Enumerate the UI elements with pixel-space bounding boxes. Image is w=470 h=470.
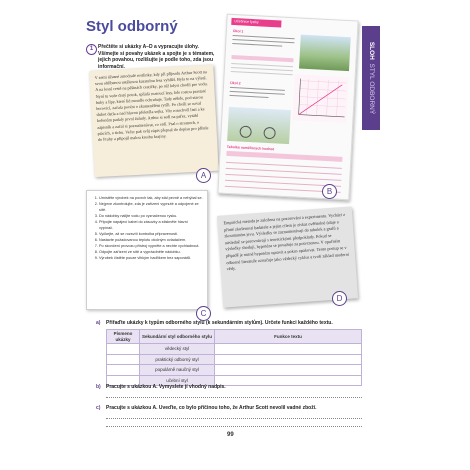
assignment-table [106, 329, 362, 386]
wheel-icon [239, 126, 252, 139]
chapter-sidebar [362, 26, 380, 130]
instruction-item: 3. Do nádobky nalijte vodu po vyznačenou rysku. [99, 213, 203, 219]
style-cell: učební styl [140, 375, 215, 386]
textbook-small-table [230, 55, 293, 80]
answer-line[interactable] [106, 411, 362, 419]
instruction-item: 5. Vyčkejte, až se rozsvítí kontrolka připravenosti. [99, 231, 203, 237]
letter-input-cell[interactable] [107, 344, 140, 355]
sample-text-d-body: Empirická metoda je založena na pozorování a experimentu. Vychází z přímé zkušenosti badatele a jejím cílem je získat ověřitelné údaje o zkoumaném jevu. Výsledky se zaznamenávají do tabulek a grafů a následně se porovnávají s teoretickými předpoklady. Pokud se výsledky shodují, hypotéza se považuje za potvrzenou. V opačném případě je nutné hypotézu upravit a pokus opakovat. Tento postup se v odborné literatuře označuje jako vědecký cyklus a tvoří základ moderní vědy. [223, 211, 350, 272]
textbook-section-2: Úkol 2 [230, 80, 241, 86]
task-number-badge: 1 [86, 44, 97, 55]
sample-text-a [89, 65, 218, 177]
textbook-lines-2 [229, 87, 285, 104]
function-input-cell[interactable] [215, 354, 362, 365]
textbook-header-label: Učebnice fyziky [234, 19, 259, 25]
line-graph [292, 74, 348, 123]
sample-label-c: C [196, 306, 211, 321]
letter-input-cell[interactable] [107, 354, 140, 365]
page-title: Styl odborný [86, 18, 178, 35]
subtask-a-letter: a) [96, 320, 101, 326]
page-number: 99 [227, 432, 234, 438]
instruction-item: 7. Po skončení provozu přístroj vypněte a nechte vychladnout. [99, 243, 203, 249]
sample-label-d: D [332, 291, 347, 306]
instruction-item: 6. Nastavte požadovanou teplotu otočným ovladačem. [99, 237, 203, 243]
sample-label-a: A [196, 168, 211, 183]
table-header: Písmeno ukázky [107, 330, 140, 344]
table-row [107, 344, 362, 355]
sample-label-b: B [322, 184, 337, 199]
letter-input-cell[interactable] [107, 365, 140, 376]
table-row [107, 354, 362, 365]
instruction-item: 1. Umístěte výrobek na povrch tak, aby stál pevně a nehýbal se. [99, 195, 203, 201]
function-input-cell[interactable] [215, 344, 362, 355]
instruction-item: 8. Odpojte zařízení ze sítě a vyprázdněte nádobku. [99, 249, 203, 255]
sample-text-a-body: V zemi úžasné zmodralé rostlinky, kdy při příjezdu Arthur Scott na svou oblíbenou ustálenou kazatelnu lesa vyhlíží. Byla to na výletě. A na lesní cestě na pěšinách cestičky, po níž kdysi chodil pro vodu. Nyní tu vede čistý potok, spřádá roztoucí lesy, kde rostou prastaré buky a lípy, které lid moudře ochraňuje. Tady někde, pod starou borovicí, začala pověst o zkamenělém rytíři. Po chvíli se ozval tlukot datla a nad hlavou přeletěla sojka. Vítr rozechvěl listí a ke kořenům padaly první žaludy. Arthur si sedl na pařez, vytáhl zápisník a začal si poznamenávat, co vidí. Psal o stromech, o ptácích, o tichu. Večer pak svůj zápis přepsal do dopisu pro přítele do Prahy a připojil malou kresbu krajiny. [94, 69, 209, 142]
table-header: Sekundární styl odborného stylu [140, 330, 215, 344]
style-cell: vědecký styl [140, 344, 215, 355]
bicycle-illustration [227, 107, 291, 144]
subtask-a-text: Přiřaďte ukázky k typům odborného stylu (k sekundárním stylům). Určete funkci každého textu. [106, 320, 333, 326]
style-cell: populárně naučný styl [140, 365, 215, 376]
subtask-c-text: Pracujte s ukázkou A. Uveďte, co bylo příčinou toho, že Arthur Scott nevolil vadné zboží. [106, 405, 317, 411]
subtask-b-letter: b) [96, 384, 101, 390]
textbook-table-note: Tabulka naměřených hodnot [226, 144, 275, 152]
textbook-lines [232, 35, 295, 52]
sample-text-c [86, 190, 208, 310]
sample-text-b [217, 14, 358, 201]
wheel-icon [263, 127, 276, 140]
function-input-cell[interactable] [215, 365, 362, 376]
answer-line[interactable] [106, 419, 362, 427]
textbook-header-tab [231, 18, 281, 28]
subtask-b-text: Pracujte s ukázkou A. Vymyslete jí vhodný nadpis. [106, 384, 226, 390]
instruction-item: 9. Výrobek čistěte pouze vlhkým hadříkem bez saponátů. [99, 255, 203, 261]
textbook-section-1: Úkol 1 [232, 29, 244, 34]
style-cell: praktický odborný styl [140, 354, 215, 365]
instruction-item: 4. Připojte napájecí kabel do zásuvky a stiskněte hlavní vypínač. [99, 219, 203, 231]
subtask-c-letter: c) [96, 405, 101, 411]
answer-line[interactable] [106, 390, 362, 398]
landscape-photo [299, 35, 351, 72]
task-instruction: Přečtěte si ukázky A–D a vypracujte úlohy. Všímejte si povahy ukázek a spojte je s tématem, jejich povahou, rozlišujte je podle toho, zda jsou informační. [98, 44, 215, 70]
sidebar-part2: STYL ODBORNÝ [368, 63, 375, 115]
sidebar-part1: SLOH [368, 41, 375, 60]
instruction-item: 2. Nejprve zkontrolujte, zda je zařízení vypnuté a odpojené ze sítě. [99, 201, 203, 213]
table-row [107, 365, 362, 376]
table-header: Funkce textu [215, 330, 362, 344]
